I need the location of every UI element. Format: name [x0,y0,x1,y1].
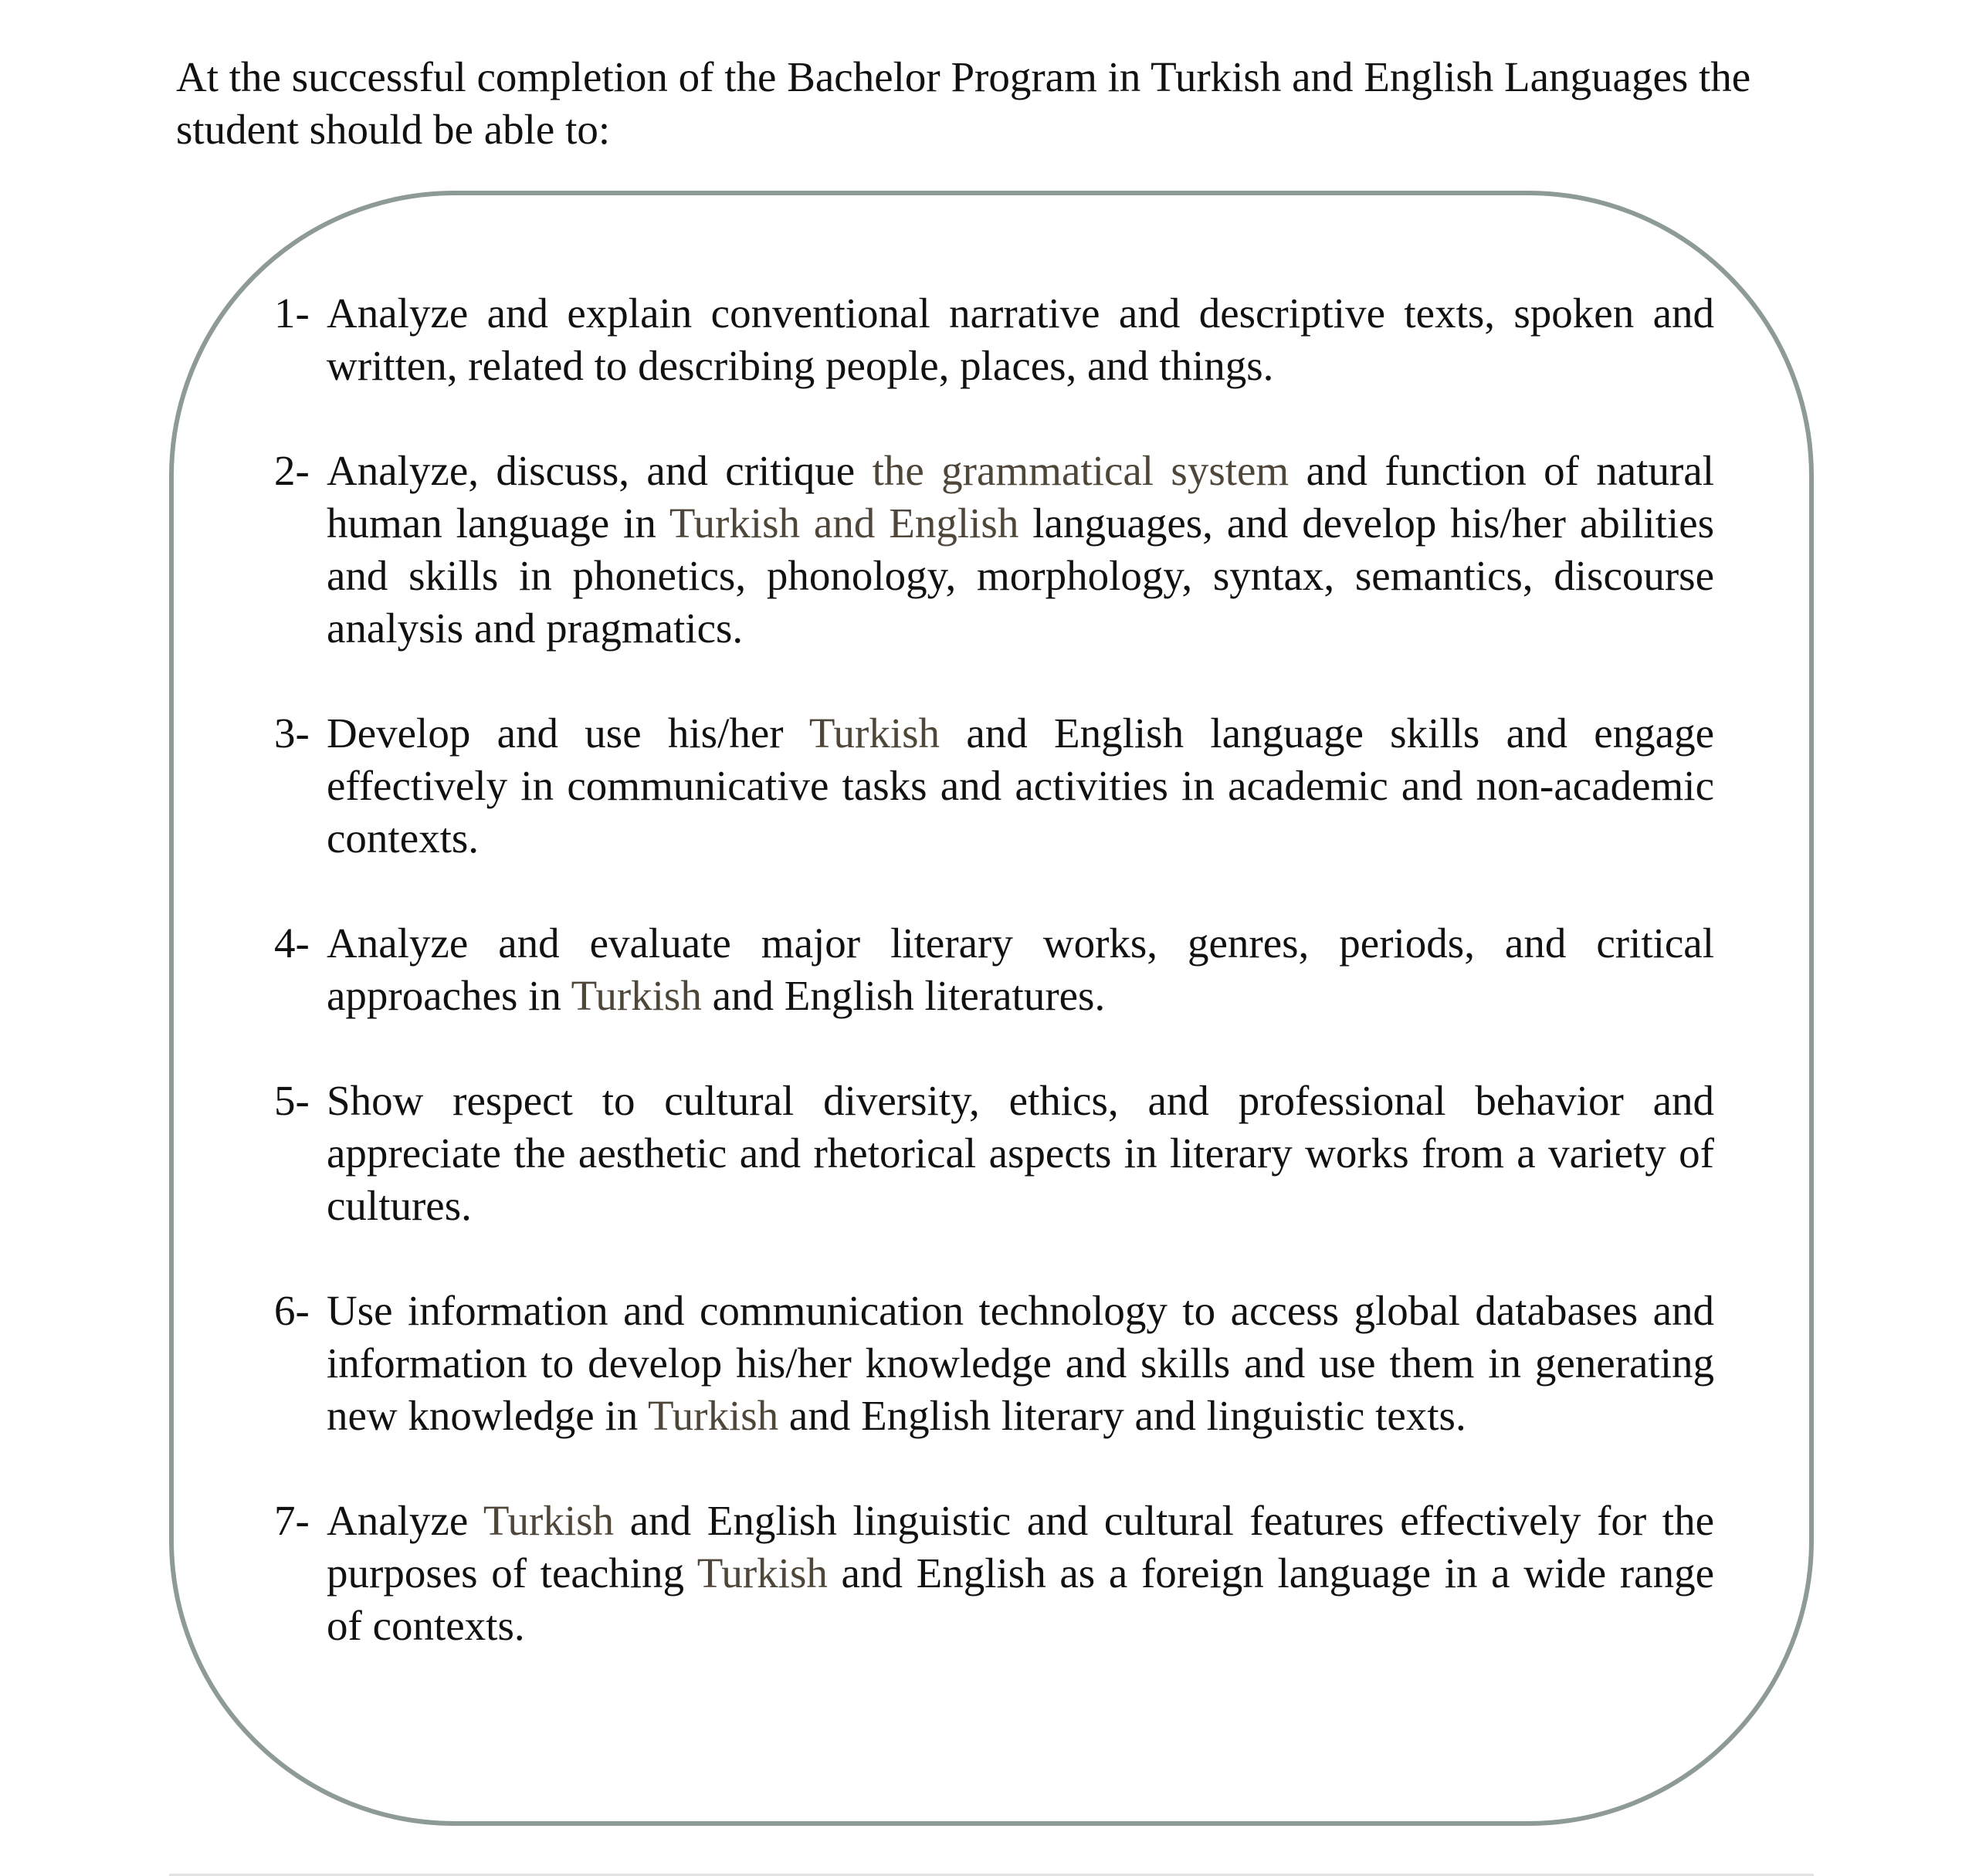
outcome-item [274,707,1714,865]
outcome-text [327,707,1714,865]
outcome-item [274,917,1714,1022]
outcome-text [327,1285,1714,1442]
outcome-number: 1- [274,290,310,337]
outcome-text-segment: and English language skills and engage effectively in communicative tasks and activities in academic and non-academic contexts. [327,709,1715,862]
outcome-item [274,445,1714,655]
highlighted-phrase: the grammatical system [872,447,1290,494]
outcome-text-segment: and English linguistic and cultural features effectively for the purposes of teaching [327,1497,1714,1597]
outcome-text-segment: Develop and use his/her [327,709,809,757]
outcome-text-segment: languages, and develop his/her abilities and skills in phonetics, phonology, morphology, syntax, semantics, discourse analysis and pragmatics. [327,499,1715,652]
highlighted-phrase: Turkish [648,1392,779,1439]
intro-paragraph: At the successful completion of the Bachelor Program in Turkish and English Languages the student should be able to: [176,53,1751,153]
outcome-item [274,1075,1714,1232]
outcome-number: 3- [274,709,310,757]
outcome-number: 7- [274,1497,310,1544]
outcome-text-segment: Use information and communication technology to access global databases and information to develop his/her knowledge and skills and use them in generating new knowledge in [327,1287,1714,1439]
outcome-text-segment: and English literatures. [701,972,1106,1019]
outcome-item [274,1285,1714,1442]
outcome-text-segment: Analyze and explain conventional narrative and descriptive texts, spoken and written, related to describing people, places, and things. [327,290,1714,389]
outcome-text [327,1495,1714,1652]
highlighted-phrase: Turkish [483,1497,615,1544]
highlighted-phrase: Turkish [808,709,940,757]
outcome-number: 5- [274,1077,310,1124]
outcome-text [327,445,1714,655]
outcome-text-segment: Analyze, discuss, and critique [327,447,873,494]
highlighted-phrase: Turkish [571,972,702,1019]
outcome-text-segment: and function of natural human language in [327,447,1714,547]
outcome-number: 2- [274,447,310,494]
outcome-text-segment: and English as a foreign language in a wide range of contexts. [327,1549,1714,1649]
outcome-text-segment: Analyze and evaluate major literary works, genres, periods, and critical approaches in [327,919,1714,1019]
outcome-text-segment: Show respect to cultural diversity, ethics, and professional behavior and appreciate the aesthetic and rhetorical aspects in literary works from a variety of cultures. [327,1077,1714,1229]
highlighted-phrase: Turkish and English [669,499,1019,547]
learning-outcomes-list [274,287,1714,1705]
outcome-number: 4- [274,919,310,967]
outcome-item [274,1495,1714,1652]
outcome-number: 6- [274,1287,310,1334]
outcome-text [327,287,1714,392]
outcome-text-segment: and English literary and linguistic texts. [778,1392,1466,1439]
highlighted-phrase: Turkish [696,1549,828,1597]
outcome-text [327,1075,1714,1232]
outcome-text-segment: Analyze [327,1497,483,1544]
outcome-item [274,287,1714,392]
outcome-text [327,917,1714,1022]
